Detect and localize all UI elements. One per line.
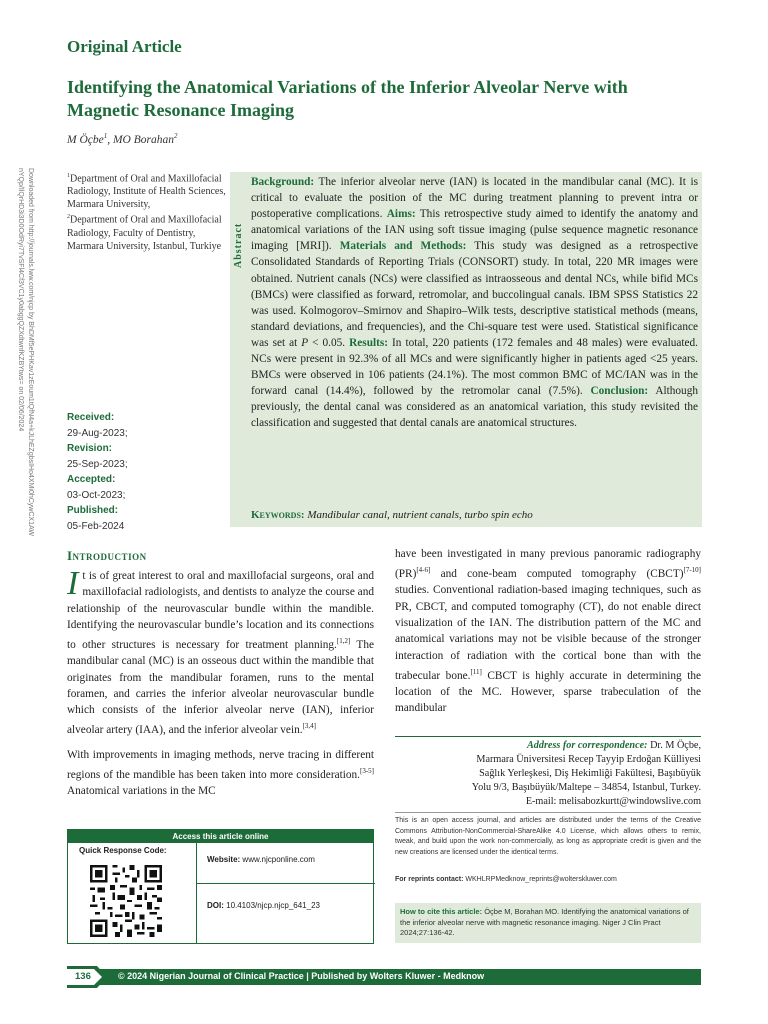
correspondence-block <box>395 736 701 809</box>
doi-link[interactable]: 10.4103/njcp.njcp_641_23 <box>223 901 320 910</box>
accepted-label: Accepted: <box>67 474 116 485</box>
access-header: Access this article online <box>68 830 373 843</box>
cite-text: Öçbe M, Borahan MO. Identifying the anatomical variations of the inferior alveolar nerve with magnetic resonance imaging. Niger J Clin Pract 2024;27:136-42. <box>400 907 689 937</box>
author-list: M Öçbe$^1$, MO Borahan$^2$ <box>67 132 178 146</box>
revision-label: Revision: <box>67 443 113 454</box>
citation-ref[interactable]: [1,2] <box>336 637 351 646</box>
published-label: Published: <box>67 505 119 516</box>
author-affiliation-mark: 1 <box>103 132 108 140</box>
page-number: 136 <box>75 971 91 982</box>
background-label: Background: <box>251 176 315 188</box>
author-name: M Öçbe <box>67 133 104 146</box>
qr-code-icon[interactable] <box>90 864 162 938</box>
accepted-date: 03-Oct-2023; <box>67 489 126 501</box>
qr-label: Quick Response Code: <box>79 846 167 855</box>
keywords-value: Mandibular canal, nutrient canals, turbo spin echo <box>307 509 533 521</box>
citation-ref[interactable]: [11] <box>470 667 482 676</box>
reprints-email[interactable]: WKHLRPMedknow_reprints@wolterskluwer.com <box>463 876 617 883</box>
background-text: The inferior alveolar nerve (IAN) is located in the mandibular canal (MC). It is critical to evaluate the position of the MC during treatment planning to prevent intra or postoperative complications. <box>251 176 698 221</box>
website-link[interactable]: www.njcponline.com <box>240 855 315 864</box>
website-label: Website: <box>207 855 241 864</box>
body-column-right <box>395 546 701 717</box>
affiliation <box>67 170 227 211</box>
drop-cap: I <box>67 565 79 602</box>
cite-label: How to cite this article: <box>400 907 483 916</box>
abstract-tab-label: Abstract <box>233 222 244 268</box>
paragraph-text: studies. Conventional radiation-based imaging techniques, such as PR, CBCT, and computed tomography (CT), do not enable direct visualization of the IAN. The distribution pattern of the MC and anatomical variations may not be visible because of the stronger interaction of radiation with the cortical bone than with the trabecular bone. <box>395 584 701 682</box>
reprints-label: For reprints contact: <box>395 876 464 883</box>
keywords-label: Keywords: <box>251 509 305 521</box>
paragraph-text: Anatomical variations in the MC <box>67 784 216 797</box>
divider <box>197 883 375 884</box>
page-number-badge <box>67 966 107 988</box>
methods-threshold: < 0.05. <box>308 336 350 349</box>
correspondence-line: Marmara Üniversitesi Recep Tayyip Erdoğan Külliyesi <box>476 754 701 765</box>
access-website <box>207 855 315 864</box>
abstract-text <box>251 174 698 432</box>
affiliation-text: Department of Oral and Maxillofacial Radiology, Faculty of Dentistry, Marmara University, Istanbul, Turkiye <box>67 214 222 252</box>
methods-text: This study was designed as a retrospective Consolidated Standards of Reporting Trials (CONSORT) study. In total, 220 MR images were obtained. Nutrient canals (NCs) were classified as intraosseous and dental NCs, while bifid MCs (BMCs) were classified as forward, retromolar, and buccolingual canals. IBM SPSS Statistics 22 was used. Kolmogorov–Smirnov and Shapiro–Wilk tests, descriptive statistical methods (means, standard deviations, and frequencies), and the Chi-square test were used. Statistical significance was set at <box>251 240 698 349</box>
affiliations <box>67 170 227 253</box>
correspondence-name: Dr. M Öçbe, <box>647 740 701 751</box>
keywords <box>251 509 698 521</box>
intro-paragraph <box>67 747 374 800</box>
paragraph-text: With improvements in imaging methods, nerve tracing in different regions of the mandible has been taken into more consideration. <box>67 748 374 781</box>
cite-box <box>395 903 701 943</box>
conclusion-label: Conclusion: <box>590 385 649 398</box>
correspondence-line: Sağlık Yerleşkesi, Diş Hekimliği Fakültesi, Başıbüyük <box>479 768 701 779</box>
paragraph-text: CBCT is highly accurate in determining the location of the MC. However, sparse trabeculation of the mandibular <box>395 669 701 715</box>
received-label: Received: <box>67 412 115 423</box>
article-type: Original Article <box>67 37 182 56</box>
correspondence-label: Address for correspondence: <box>526 740 648 751</box>
citation-ref[interactable]: [4-6] <box>416 566 431 575</box>
received-date: 29-Aug-2023; <box>67 427 128 439</box>
affiliation-number: 2 <box>67 214 70 221</box>
revision-date: 25-Sep-2023; <box>67 458 128 470</box>
author-affiliation-mark: 2 <box>173 132 178 140</box>
download-watermark <box>11 168 41 588</box>
correspondence-email[interactable]: E-mail: melisabozkurtt@windowslive.com <box>525 796 701 807</box>
citation-ref[interactable]: [3-5] <box>360 766 374 775</box>
paragraph-text: t is of great interest to oral and maxillofacial surgeons, oral and maxillofacial radiologists, and dentists to analyze the course and relationship of the neurovascular bundle within the mandible. Identifying the neurovascular bundle’s location and its connections to other structures is necessary for treatment planning. <box>67 570 374 651</box>
download-watermark-text: Downloaded from http://journals.lww.com/njcp by BhDMf5ePHKav1zEoum1tQfN4a+kJLhEZgbsIHo4XMi0hCywCX1AW nYQp/IlQrHD3i3D0OdRyi7TvSFl4Cf3VC1y0abggQZXdtwnfKZBYtws= on 02/06/2024 <box>17 168 34 536</box>
article-dates <box>67 410 217 534</box>
access-details <box>196 843 374 944</box>
results-text: In total, 220 patients (172 females and 48 males) were evaluated. NCs were present in 92.3% of all MCs and were significantly higher in patients aged <25 years. BMCs were observed in 106 patients (24.1%). The most common BMC of MC/IAN was in the forward canal (14.4%), followed by the retromolar canal (7.5%). <box>251 336 698 398</box>
article-title: Identifying the Anatomical Variations of the Inferior Alveolar Nerve with Magnetic Resonance Imaging <box>67 77 628 120</box>
results-label: Results: <box>349 336 389 349</box>
affiliation-number: 1 <box>67 173 70 179</box>
correspondence-line: Yolu 9/3, Başıbüyük/Maltepe – 34854, Istanbul, Turkey. <box>471 782 701 793</box>
paragraph-text: The mandibular canal (MC) is an osseous duct within the mandible that originates from the mandibular foramen, runs to the mental foramen, and carries the inferior alveolar neurovascular bundle which consists of the inferior alveolar nerve (IAN), inferior alveolar artery (IAA), and the inferior alveolar vein. <box>67 638 374 737</box>
footer-text: © 2024 Nigerian Journal of Clinical Practice | Published by Wolters Kluwer - Medknow <box>118 971 485 981</box>
reprints-contact <box>395 876 701 883</box>
affiliation <box>67 211 227 252</box>
paragraph-text: and cone-beam computed tomography (CBCT) <box>430 568 684 581</box>
conclusion-text: Although previously, the dental canal was considered as an anatomical variation, this study revisited the classification and suggested that dental canals are anatomical structures. <box>251 385 698 430</box>
intro-paragraph <box>67 565 374 739</box>
access-doi <box>207 901 320 910</box>
body-column-left <box>67 565 374 807</box>
license-text: This is an open access journal, and articles are distributed under the terms of the Creative Commons Attribution-NonCommercial-ShareAlike 4.0 License, which allows others to remix, tweak, and build upon the work non-commercially, as long as appropriate credit is given and the new creations are licensed under the identical terms. <box>395 812 701 858</box>
author-name: MO Borahan <box>112 133 174 146</box>
doi-label: DOI: <box>207 901 224 910</box>
affiliation-text: Department of Oral and Maxillofacial Radiology, Institute of Health Sciences, Marmara University, <box>67 173 226 211</box>
methods-label: Materials and Methods: <box>339 240 467 253</box>
abstract-tab <box>230 172 248 272</box>
access-box <box>67 829 374 944</box>
published-date: 05-Feb-2024 <box>67 520 125 532</box>
aims-label: Aims: <box>386 208 416 221</box>
paragraph-text: have been investigated in many previous panoramic radiography (PR) <box>395 548 701 581</box>
citation-ref[interactable]: [3,4] <box>302 722 316 731</box>
intro-heading: Introduction <box>67 548 147 563</box>
aims-text: This retrospective study aimed to identify the anatomy and anatomical variations of the IAN using soft tissue imaging (pulse sequence magnetic resonance imaging [MRI]). <box>251 208 698 253</box>
p-value-symbol: P <box>301 336 309 349</box>
citation-ref[interactable]: [7-10] <box>683 566 701 575</box>
